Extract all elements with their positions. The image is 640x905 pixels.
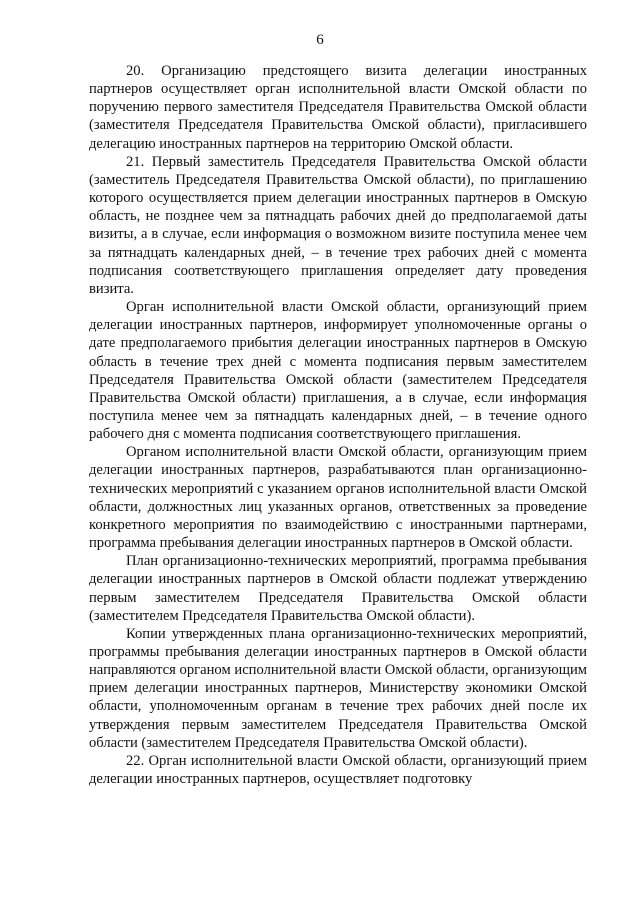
paragraph-21-plan-development: Органом исполнительной власти Омской области, организующим прием делегации иностранных партнеров, разрабатываются план организационно-технических мероприятий с указанием органов исполнительной власти Омской области, должностных лиц указанных органов, ответственных за проведение конкретного мероприятия по взаимодействию с иностранными партнерами, программа пребывания делегации иностранных партнеров в Омской области. [89,444,587,552]
paragraph-21-plan-approval: План организационно-технических мероприятий, программа пребывания делегации иностранных партнеров в Омской области подлежат утверждению первым заместителем Председателя Правительства Омской области (заместителем Председателя Правительства Омской области). [89,553,587,624]
paragraph-21: 21. Первый заместитель Председателя Правительства Омской области (заместитель Председателя Правительства Омской области), по приглашению которого осуществляется прием делегации иностранных партнеров в Омскую область, не позднее чем за пятнадцать рабочих дней до предполагаемой даты визиты, а в случае, если информация о возможном визите поступила менее чем за пятнадцать календарных дней, – в течение трех рабочих дней с момента подписания соответствующего приглашения определяет дату проведения визита. [89,153,587,297]
paragraph-20: 20. Организацию предстоящего визита делегации иностранных партнеров осуществляет орган исполнительной власти Омской области по поручению первого заместителя Председателя Правительства Омской области (заместителя Председателя Правительства Омской области), пригласившего делегацию иностранных партнеров на территорию Омской области. [89,63,587,152]
page-number: 6 [316,32,324,48]
document-body [89,62,587,788]
paragraph-21-informing: Орган исполнительной власти Омской области, организующий прием делегации иностранных партнеров, информирует уполномоченные органы о дате предполагаемого прибытия делегации иностранных партнеров в Омскую область в течение трех дней с момента подписания первым заместителем Председателя Правительства Омской области (заместителем Председателя Правительства Омской области) приглашения, а в случае, если информация поступила менее чем за пятнадцать календарных дней, – в течение одного рабочего дня с момента подписания соответствующего приглашения. [89,299,587,443]
paragraph-21-copies: Копии утвержденных плана организационно-технических мероприятий, программы пребывания делегации иностранных партнеров в Омской области направляются органом исполнительной власти Омской области, организующим прием делегации иностранных партнеров, Министерству экономики Омской области, уполномоченным органам в течение трех рабочих дней после их утверждения первым заместителем Председателя Правительства Омской области (заместителем Председателя Правительства Омской области). [89,625,587,751]
paragraph-22: 22. Орган исполнительной власти Омской области, организующий прием делегации иностранных партнеров, осуществляет подготовку [89,752,587,788]
